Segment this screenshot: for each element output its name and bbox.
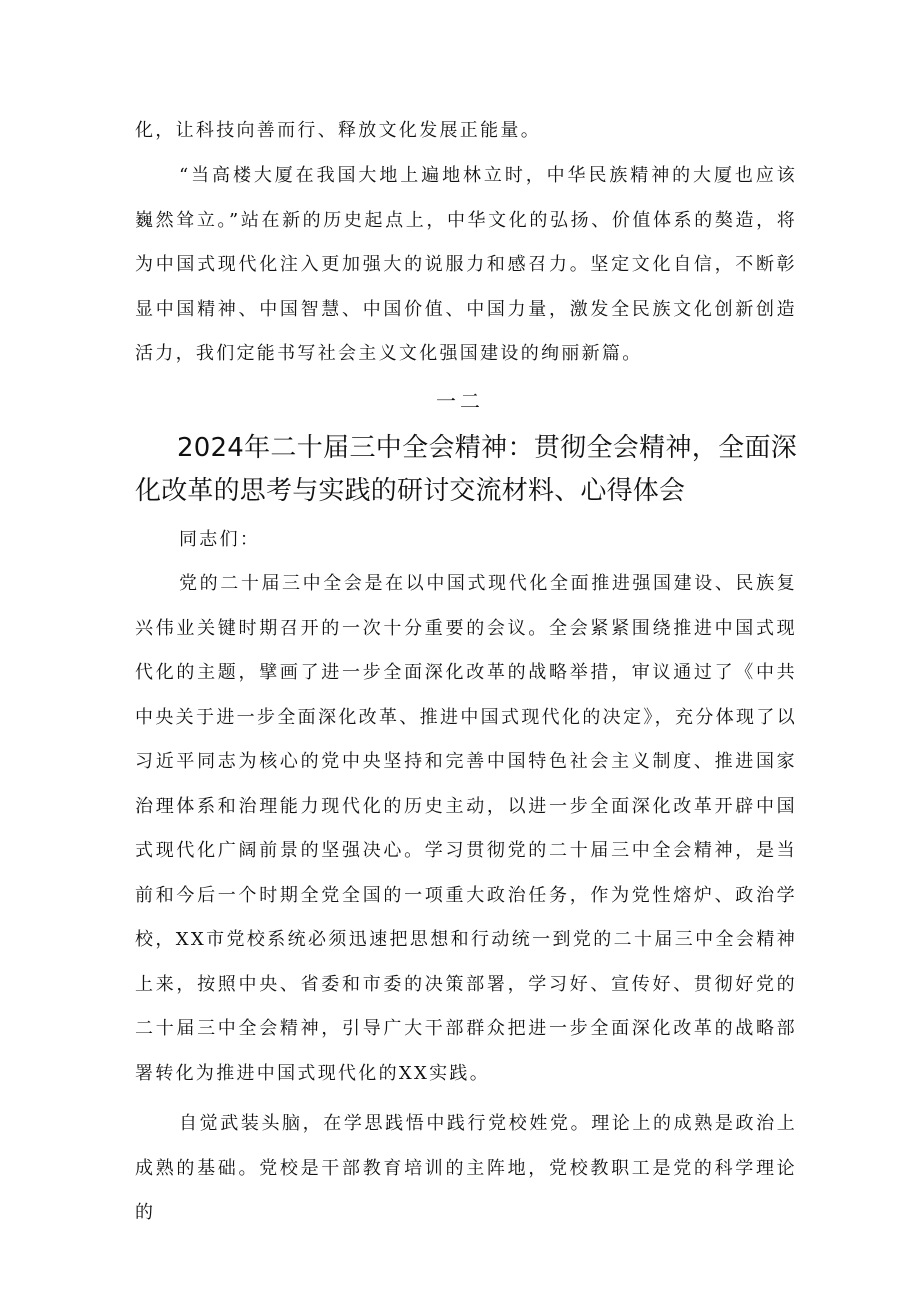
article-title: 2024年二十届三中全会精神：贯彻全会精神，全面深化改革的思考与实践的研讨交流材料、心得体会 [135, 433, 797, 506]
paragraph-intro-end: 化，让科技向善而行、释放文化发展正能量。 [135, 120, 541, 141]
section-number: 一二 [436, 389, 484, 413]
salutation: 同志们： [179, 529, 261, 550]
paragraph-quote: “当高楼大厦在我国大地上遍地林立时，中华民族精神的大厦也应该巍然耸立。”站在新的历史起点上，中华文化的弘扬、价值体系的獒造，将为中国式现代化注入更加强大的说服力和感召力。坚定文化自信，不断彰显中国精神、中国智慧、中国价值、中国力量，激发全民族文化创新创造活力，我们定能书写社会主义文化强国建设的绚丽新篇。 [135, 165, 797, 364]
paragraph-body-1: 党的二十届三中全会是在以中国式现代化全面推进强国建设、民族复兴伟业关键时期召开的一次十分重要的会议。全会紧紧围绕推进中国式现代化的主题，擘画了进一步全面深化改革的战略举措，审议通过了《中共中央关于进一步全面深化改革、推进中国式现代化的决定》，充分体现了以习近平同志为核心的党中央坚持和完善中国特色社会主义制度、推进国家治理体系和治理能力现代化的历史主动，以进一步全面深化改革开辟中国式现代化广阔前景的坚强决心。学习贯彻党的二十届三中全会精神，是当前和今后一个时期全党全国的一项重大政治任务，作为党性熔炉、政治学校，XX市党校系统必须迅速把思想和行动统一到党的二十届三中全会精神上来，按照中央、省委和市委的决策部署，学习好、宣传好、贯彻好党的二十届三中全会精神，引导广大干部群众把进一步全面深化改革的战略部署转化为推进中国式现代化的XX实践。 [135, 573, 797, 1084]
paragraph-body-2: 自觉武装头脑，在学思践悟中践行党校姓党。理论上的成熟是政治上成熟的基础。党校是干部教育培训的主阵地，党校教职工是党的科学理论的 [135, 1113, 797, 1223]
